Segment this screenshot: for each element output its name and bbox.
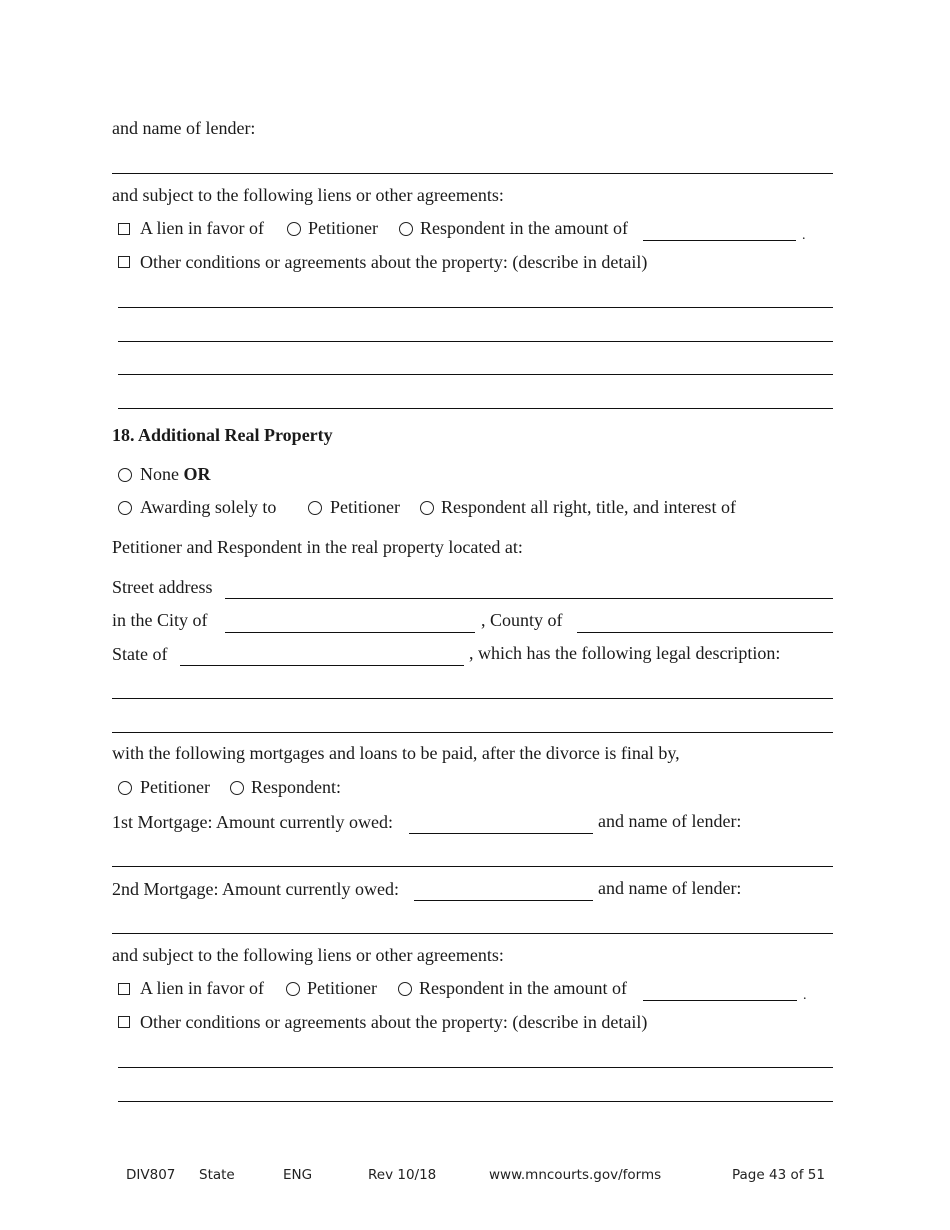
street-address-field[interactable] — [225, 598, 833, 599]
none-option — [140, 464, 211, 484]
street-label: Street address — [112, 577, 213, 597]
describe-line[interactable] — [118, 341, 833, 342]
liens-intro: and subject to the following liens or other agreements: — [112, 945, 504, 965]
other-conditions-label: Other conditions or agreements about the property: (describe in detail) — [140, 252, 648, 272]
lien-amount-field[interactable] — [643, 1000, 797, 1001]
city-label: in the City of — [112, 610, 208, 630]
lien-respondent-label: Respondent in the amount of — [420, 218, 628, 238]
lien-label: A lien in favor of — [140, 218, 264, 238]
footer-page-number: Page 43 of 51 — [732, 1167, 825, 1183]
second-mortgage-lender-label: and name of lender: — [598, 878, 742, 898]
none-label: None — [140, 464, 179, 484]
describe-line[interactable] — [118, 408, 833, 409]
county-field[interactable] — [577, 632, 833, 633]
first-mortgage-lender-field[interactable] — [112, 866, 833, 867]
first-mortgage-lender-label: and name of lender: — [598, 811, 742, 831]
first-mortgage-label: 1st Mortgage: Amount currently owed: — [112, 812, 393, 832]
state-label: State of — [112, 644, 168, 664]
legal-description-line[interactable] — [112, 698, 833, 699]
lien-respondent-radio[interactable] — [399, 222, 413, 236]
awarding-radio[interactable] — [118, 501, 132, 515]
describe-line[interactable] — [118, 307, 833, 308]
other-conditions-checkbox[interactable] — [118, 1016, 130, 1028]
lien-petitioner-radio[interactable] — [287, 222, 301, 236]
lien-period: . — [803, 988, 807, 1003]
legal-description-line[interactable] — [112, 732, 833, 733]
awarding-label: Awarding solely to — [140, 497, 277, 517]
other-conditions-label: Other conditions or agreements about the property: (describe in detail) — [140, 1012, 648, 1032]
city-field[interactable] — [225, 632, 475, 633]
located-label: Petitioner and Respondent in the real property located at: — [112, 537, 523, 557]
lender-label: and name of lender: — [112, 118, 256, 138]
county-label: , County of — [481, 610, 563, 630]
lien-period: . — [802, 228, 806, 243]
footer-revision: Rev 10/18 — [368, 1167, 437, 1183]
pay-petitioner-radio[interactable] — [118, 781, 132, 795]
award-respondent-radio[interactable] — [420, 501, 434, 515]
lien-amount-field[interactable] — [643, 240, 796, 241]
section-heading: 18. Additional Real Property — [112, 425, 333, 445]
lien-petitioner-radio[interactable] — [286, 982, 300, 996]
none-radio[interactable] — [118, 468, 132, 482]
pay-respondent-radio[interactable] — [230, 781, 244, 795]
describe-line[interactable] — [118, 374, 833, 375]
second-mortgage-amount-field[interactable] — [414, 900, 593, 901]
footer-language: ENG — [283, 1167, 313, 1183]
lien-respondent-radio[interactable] — [398, 982, 412, 996]
award-petitioner-label: Petitioner — [330, 497, 400, 517]
lien-respondent-label: Respondent in the amount of — [419, 978, 627, 998]
pay-respondent-label: Respondent: — [251, 777, 341, 797]
lien-petitioner-label: Petitioner — [307, 978, 377, 998]
legal-description-label: , which has the following legal description: — [469, 643, 781, 663]
first-mortgage-amount-field[interactable] — [409, 833, 593, 834]
mortgages-intro: with the following mortgages and loans to be paid, after the divorce is final by, — [112, 743, 680, 763]
footer-url[interactable]: www.mncourts.gov/forms — [489, 1167, 662, 1183]
footer-state: State — [199, 1167, 235, 1183]
state-field[interactable] — [180, 665, 464, 666]
footer-form-id: DIV807 — [126, 1167, 176, 1183]
lien-checkbox[interactable] — [118, 983, 130, 995]
pay-petitioner-label: Petitioner — [140, 777, 210, 797]
describe-line[interactable] — [118, 1101, 833, 1102]
award-petitioner-radio[interactable] — [308, 501, 322, 515]
other-conditions-checkbox[interactable] — [118, 256, 130, 268]
lien-label: A lien in favor of — [140, 978, 264, 998]
lien-petitioner-label: Petitioner — [308, 218, 378, 238]
lender-name-field[interactable] — [112, 173, 833, 174]
award-respondent-label: Respondent all right, title, and interest of — [441, 497, 736, 517]
describe-line[interactable] — [118, 1067, 833, 1068]
second-mortgage-label: 2nd Mortgage: Amount currently owed: — [112, 879, 399, 899]
second-mortgage-lender-field[interactable] — [112, 933, 833, 934]
liens-intro: and subject to the following liens or other agreements: — [112, 185, 504, 205]
or-label: OR — [183, 464, 211, 484]
lien-checkbox[interactable] — [118, 223, 130, 235]
